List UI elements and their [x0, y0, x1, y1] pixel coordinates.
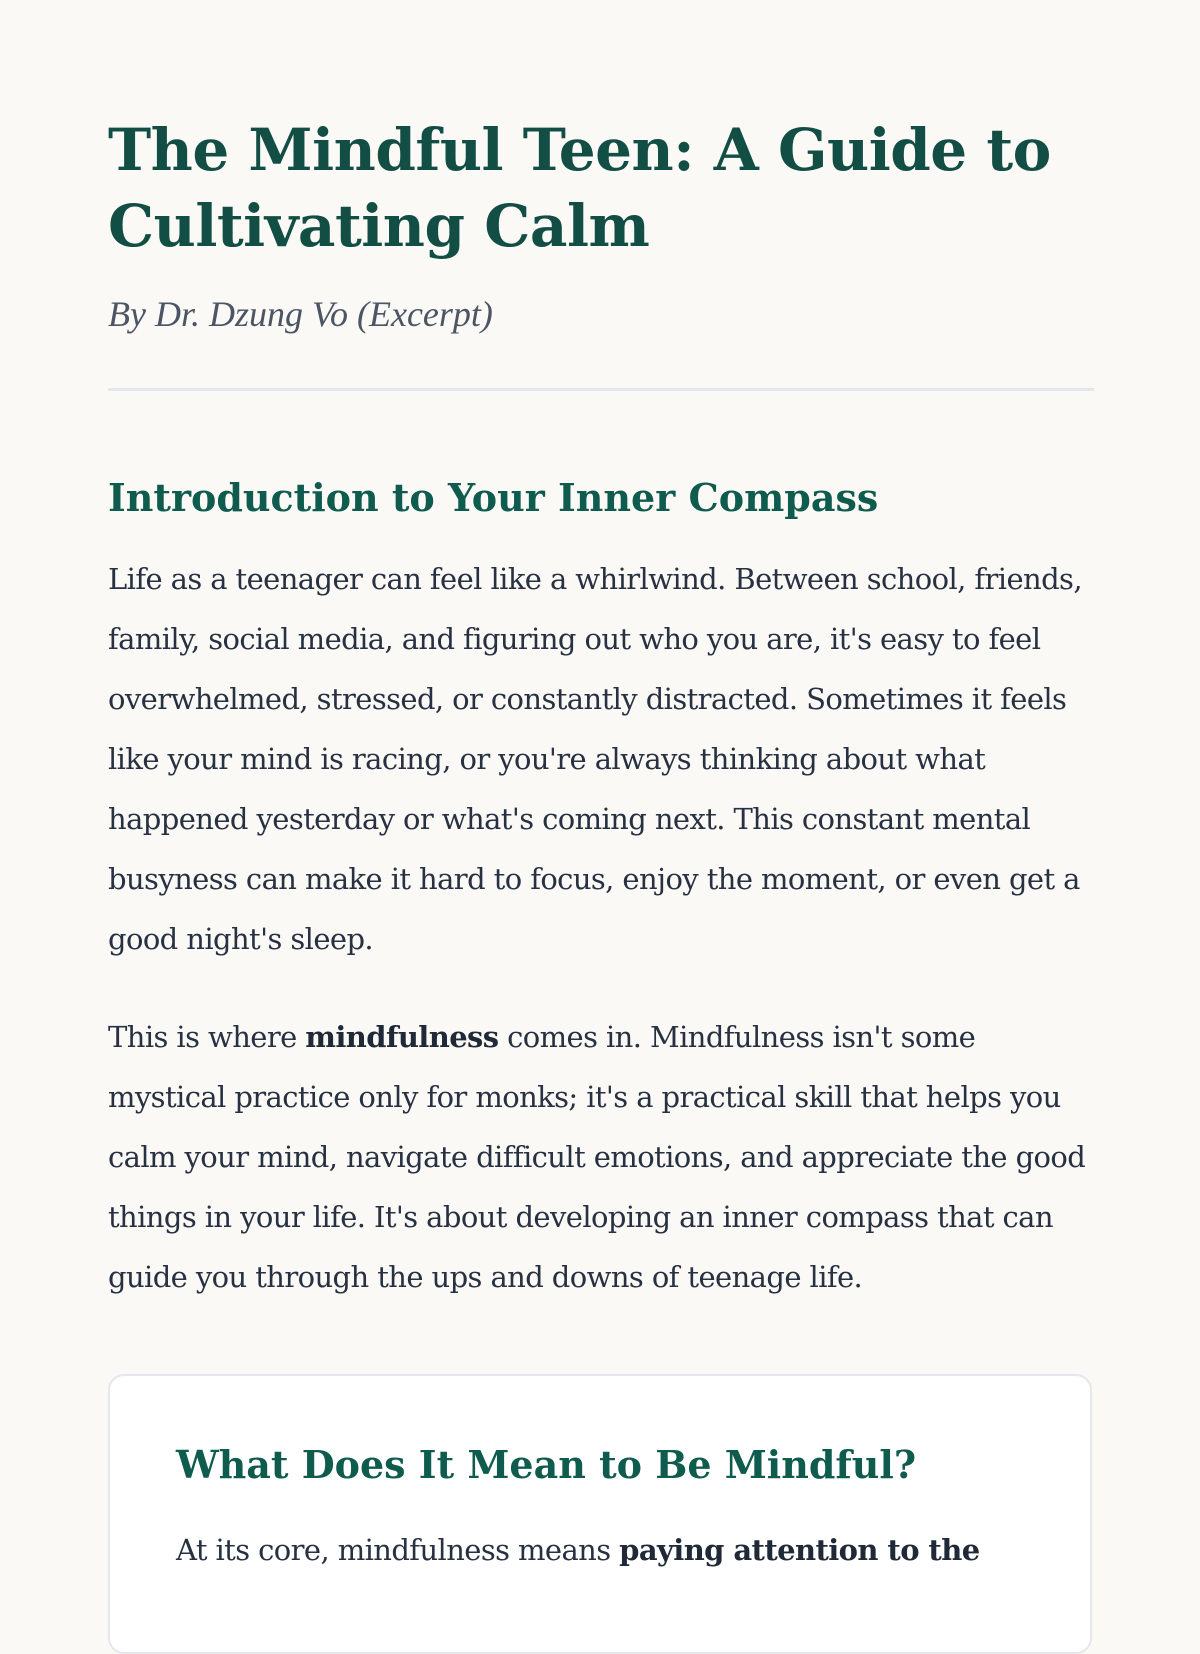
- mindful-definition-card: [108, 1374, 1092, 1654]
- emphasized-phrase: paying attention to the: [619, 1533, 980, 1567]
- intro-paragraph-2: [108, 1007, 1094, 1307]
- intro-section: [108, 473, 1094, 1307]
- section-divider: [108, 388, 1094, 391]
- paragraph-text: comes in. Mindfulness isn't some mystical practice only for monks; it's a practical skill that helps you calm your mind, navigate difficult emotions, and appreciate the good things in your life. It's about developing an inner compass that can guide you through the ups and downs of teenage life.: [108, 1020, 1086, 1294]
- author-byline: By Dr. Dzung Vo (Excerpt): [108, 294, 493, 334]
- emphasized-term: mindfulness: [305, 1020, 499, 1054]
- article: [108, 112, 1094, 1307]
- intro-paragraph-1: Life as a teenager can feel like a whirlwind. Between school, friends, family, social media, and figuring out who you are, it's easy to feel overwhelmed, stressed, or constantly distracted. Sometimes it feels like your mind is racing, or you're always thinking about what happened yesterday or what's coming next. This constant mental busyness can make it hard to focus, enjoy the moment, or even get a good night's sleep.: [108, 562, 1082, 956]
- section-heading: Introduction to Your Inner Compass: [108, 475, 879, 520]
- paragraph-text: At its core, mindfulness means: [176, 1533, 620, 1567]
- paragraph-text: This is where: [108, 1020, 306, 1054]
- card-paragraph: [176, 1530, 1026, 1570]
- page-title: The Mindful Teen: A Guide to Cultivating Calm: [108, 116, 1051, 260]
- card-heading: What Does It Mean to Be Mindful?: [176, 1442, 917, 1487]
